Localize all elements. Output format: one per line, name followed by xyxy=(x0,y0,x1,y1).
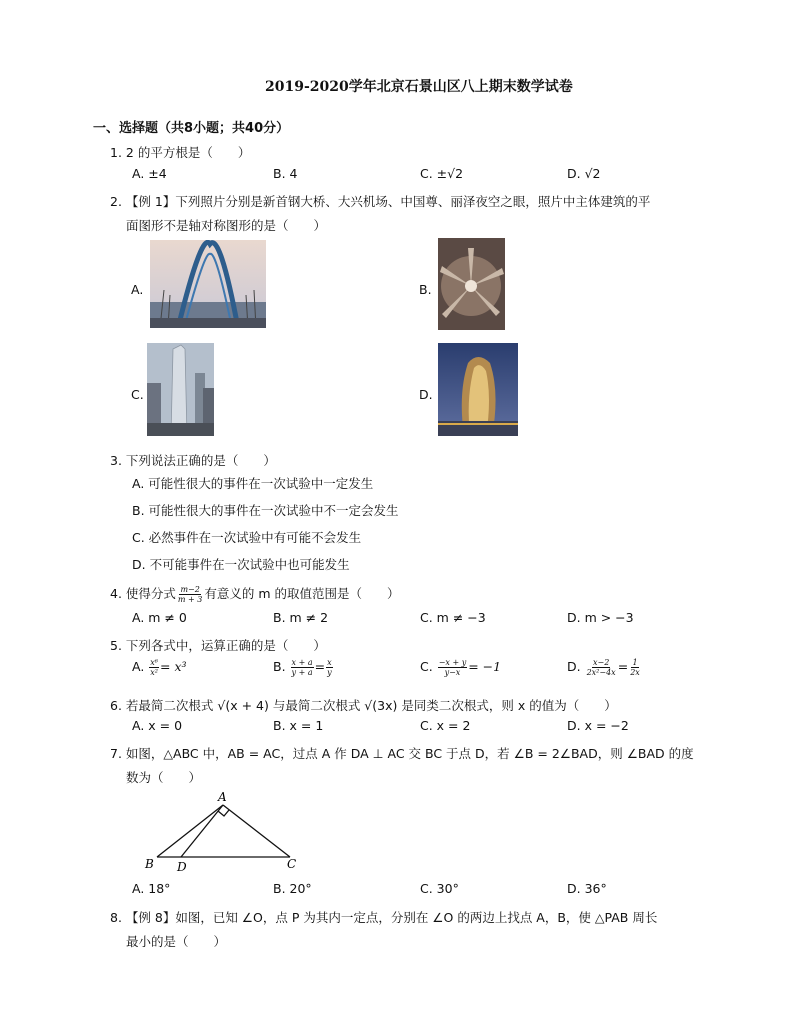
question-3-option-b: B. 可能性很大的事件在一次试验中不一定会发生 xyxy=(132,503,399,518)
question-8-stem-line1: 8. 【例 8】如图，已知 ∠O，点 P 为其内一定点，分别在 ∠O 的两边上找点 A，B，使 △PAB 周长 xyxy=(110,910,658,925)
question-7-stem-line1: 7. 如图，△ABC 中，AB = AC，过点 A 作 DA ⊥ AC 交 BC 于点 D，若 ∠B = 2∠BAD，则 ∠BAD 的度 xyxy=(110,746,694,761)
q5a-numerator: x⁶ xyxy=(150,658,158,667)
q5d-numerator-2: 1 xyxy=(632,658,638,667)
question-4-fraction-denominator: m + 3 xyxy=(177,595,203,604)
question-5-option-d: D. $\frac{x-2}{\text{2x²−4x}}$ = $\frac{1}{2x}$ xyxy=(567,658,640,677)
photo-shougang-bridge xyxy=(150,240,266,328)
question-8-stem-line2: 最小的是（ ） xyxy=(126,934,227,949)
question-5-option-b: B. $\frac{x + a}{y + a}$ = $\frac{x}{y}$ xyxy=(273,658,332,677)
question-1-stem: 1. 2 的平方根是（ ） xyxy=(110,145,251,160)
q5a-rhs: = x³ xyxy=(160,659,187,674)
question-5-b-fraction-2 xyxy=(326,658,333,677)
question-2-stem-line1: 2. 【例 1】下列照片分别是新首钢大桥、大兴机场、中国尊、丽泽夜空之眼，照片中主体建筑的平 xyxy=(110,194,651,209)
question-4-stem xyxy=(110,584,400,604)
question-6-stem: 6. 若最简二次根式 √(x + 4) 与最简二次根式 √(3x) 是同类二次根式，则 x 的值为（ ） xyxy=(110,698,617,713)
question-4-stem-post: 有意义的 m 的取值范围是（ ） xyxy=(204,586,400,601)
question-5-b-fraction xyxy=(291,658,314,677)
question-6-option-a: A. x = 0 xyxy=(132,718,183,733)
question-5-d-fraction-2 xyxy=(629,658,641,677)
q5b-numerator-2: x xyxy=(327,658,332,667)
question-5-option-a: A. $\frac{\text{x⁶}}{\text{x²}}$ = x³ xyxy=(132,658,187,677)
question-4-stem-pre: 4. 使得分式 xyxy=(110,586,176,601)
q5b-denominator-2: y xyxy=(327,668,332,677)
question-1-option-a: A. ±4 xyxy=(132,166,167,181)
question-3-option-c: C. 必然事件在一次试验中有可能不会发生 xyxy=(132,530,362,545)
q5a-denominator: x² xyxy=(150,668,158,677)
q5c-denominator: y−x xyxy=(444,668,461,677)
question-7-option-c: C. 30° xyxy=(420,881,459,896)
triangle-figure xyxy=(140,788,310,878)
photo-daxing-airport xyxy=(438,238,505,330)
question-5-a-fraction xyxy=(149,658,159,677)
question-7-option-d: D. 36° xyxy=(567,881,607,896)
question-4-option-d: D. m > −3 xyxy=(567,610,634,625)
question-7-option-a: A. 18° xyxy=(132,881,171,896)
q5d-denominator: 2x²−4x xyxy=(586,668,616,677)
question-6-option-b: B. x = 1 xyxy=(273,718,324,733)
question-3-option-a: A. 可能性很大的事件在一次试验中一定发生 xyxy=(132,476,374,491)
vertex-label-d: D xyxy=(177,860,187,874)
question-4-fraction xyxy=(177,585,203,604)
question-4-fraction-numerator: m−2 xyxy=(180,585,200,594)
vertex-label-a: A xyxy=(218,790,227,804)
vertex-label-b: B xyxy=(145,857,154,871)
question-1-option-b: B. 4 xyxy=(273,166,298,181)
q5c-rhs: = −1 xyxy=(468,659,502,674)
question-2-option-d: D. xyxy=(419,387,433,402)
question-5-stem: 5. 下列各式中，运算正确的是（ ） xyxy=(110,638,326,653)
q5d-numerator: x−2 xyxy=(592,658,610,667)
page-title: 2019-2020学年北京石景山区八上期末数学试卷 xyxy=(265,79,573,95)
question-5-option-c: C. $\frac{-x + y}{y-x}$ = −1 xyxy=(420,658,502,677)
question-3-option-d: D. 不可能事件在一次试验中也可能发生 xyxy=(132,557,350,572)
question-2-stem-line2: 面图形不是轴对称图形的是（ ） xyxy=(126,218,327,233)
q5b-denominator: y + a xyxy=(291,668,313,677)
question-3-stem: 3. 下列说法正确的是（ ） xyxy=(110,453,276,468)
question-5-c-fraction xyxy=(438,658,468,677)
q5d-denominator-2: 2x xyxy=(630,668,640,677)
question-7-stem-line2: 数为（ ） xyxy=(126,770,202,785)
question-2-option-a: A. xyxy=(131,282,144,297)
photo-lize-eye xyxy=(438,343,518,436)
question-4-option-a: A. m ≠ 0 xyxy=(132,610,187,625)
question-1-option-c: C. ±√2 xyxy=(420,166,464,181)
question-2-option-c: C. xyxy=(131,387,144,402)
question-1-option-d: D. √2 xyxy=(567,166,601,181)
question-2-option-b: B. xyxy=(419,282,432,297)
question-5-d-fraction xyxy=(586,658,617,677)
question-7-option-b: B. 20° xyxy=(273,881,312,896)
question-6-option-c: C. x = 2 xyxy=(420,718,471,733)
section-heading: 一、选择题（共8小题；共40分） xyxy=(93,121,290,136)
question-4-option-b: B. m ≠ 2 xyxy=(273,610,329,625)
vertex-label-c: C xyxy=(287,857,297,871)
question-6-option-d: D. x = −2 xyxy=(567,718,629,733)
photo-china-zun xyxy=(147,343,214,436)
q5c-numerator: −x + y xyxy=(438,658,467,667)
q5b-numerator: x + a xyxy=(291,658,313,667)
question-4-option-c: C. m ≠ −3 xyxy=(420,610,486,625)
